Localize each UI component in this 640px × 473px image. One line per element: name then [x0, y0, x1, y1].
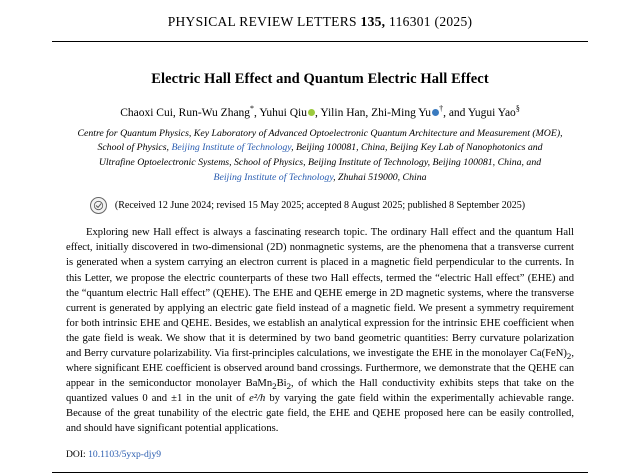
author-group-4: Yugui Yao: [467, 107, 516, 119]
author-footnote-1[interactable]: *: [250, 104, 255, 114]
abstract-text-3: Bi: [276, 377, 287, 389]
received-row: [52, 200, 588, 211]
author-group-1: Chaoxi Cui, Run-Wu Zhang: [120, 107, 251, 119]
abstract-text-5: by varying the gate field within the experimentally achievable range. Because of the great tunability of the electric gate field, the EHE and QEHE proposed here can be easily controlled, and should have significant potential applications.: [66, 392, 575, 434]
journal-header: [52, 0, 588, 30]
institution-link[interactable]: Beijing Institute of Technology: [171, 142, 292, 154]
doi-line: [66, 449, 588, 460]
abstract-sub-3: 2: [286, 380, 292, 391]
author-list: Chaoxi Cui, Run-Wu Zhang*, Yuhui Qiu , Yilin Han, Zhi-Ming Yu †, and Yugui Yao§: [120, 104, 520, 119]
abstract-sub-2: 2: [272, 380, 277, 391]
affiliation-line-4: Beijing Institute of Technology, Zhuhai 519000, China: [213, 171, 427, 183]
affiliation-line-3: Ultrafine Optoelectronic Systems, School of Physics, Beijing Institute of Technology, Beijing 100081, China, and: [98, 157, 542, 169]
orcid-icon[interactable]: [308, 109, 315, 116]
abstract-formula: e²/h: [249, 392, 266, 404]
abstract-text-2: , where significant EHE coefficient is observed around band crossings. Furthermore, we demonstrate that the QEHE can appear in the semiconductor monolayer BaMn: [66, 347, 574, 389]
author-group-2: Yuhui Qiu: [259, 107, 307, 119]
abstract-text-4: , of which the Hall conductivity exhibits steps that take on the quantized values 0 and ±1 in the unit of: [66, 377, 574, 404]
abstract-sub-1: 2: [566, 350, 572, 361]
crossmark-icon[interactable]: [90, 197, 107, 214]
abstract-text-1: Exploring new Hall effect is always a fascinating research topic. The ordinary Hall effect and the quantum Hall effect, initially discovered in two-dimensional (2D) nonmagnetic systems, are the phenomena that a transverse current is generated when a system carrying an electron current is placed in a magnetic field perpendicular to the currents. In this Letter, we propose the electric counterparts of these two Hall effects, termed the “electric Hall effect” (EHE) and the “quantum electric Hall effect” (QEHE). The EHE and QEHE emerge in 2D magnetic systems, where the transverse current is generated by applying an electric gate field instead of a magnetic field. We present a symmetry requirement for both intrinsic EHE and QEHE. Besides, we establish an analytical expression for the intrinsic EHE coefficient when the gate field is weak. We show that it is determined by two band geometric quantities: Berry curvature polarization and Berry curvature polarizability. Via first-principles calculations, we investigate the EHE in the monolayer Ca(FeN): [66, 227, 574, 359]
author-footnote-2[interactable]: †: [439, 104, 444, 114]
affiliation-line-1: Centre for Quantum Physics, Key Laboratory of Advanced Optoelectronic Quantum Architecture and Measurement (MOE),: [77, 127, 563, 139]
journal-name: PHYSICAL REVIEW LETTERS: [167, 14, 357, 29]
author-group-3: Yilin Han, Zhi-Ming Yu: [320, 107, 432, 119]
received-dates: (Received 12 June 2024; revised 15 May 2025; accepted 8 August 2025; published 8 September 2025): [114, 200, 526, 212]
page-title: Electric Hall Effect and Quantum Electric Hall Effect: [151, 71, 489, 87]
doi-label: DOI:: [66, 448, 89, 460]
orcid-icon[interactable]: [432, 109, 439, 116]
author-footnote-3[interactable]: §: [515, 104, 520, 114]
institution-link[interactable]: Beijing Institute of Technology: [213, 171, 334, 183]
affiliation-line-2: School of Physics, Beijing Institute of Technology, Beijing 100081, China, Beijing Key Lab of Nanophotonics and: [97, 142, 543, 154]
doi-link[interactable]: 10.1103/5yxp-djy9: [88, 448, 162, 460]
journal-article-number: 116301 (2025): [389, 14, 473, 29]
affiliations: [52, 127, 588, 186]
header-divider: [52, 41, 588, 42]
abstract: [66, 225, 574, 435]
journal-volume: 135,: [360, 14, 386, 29]
